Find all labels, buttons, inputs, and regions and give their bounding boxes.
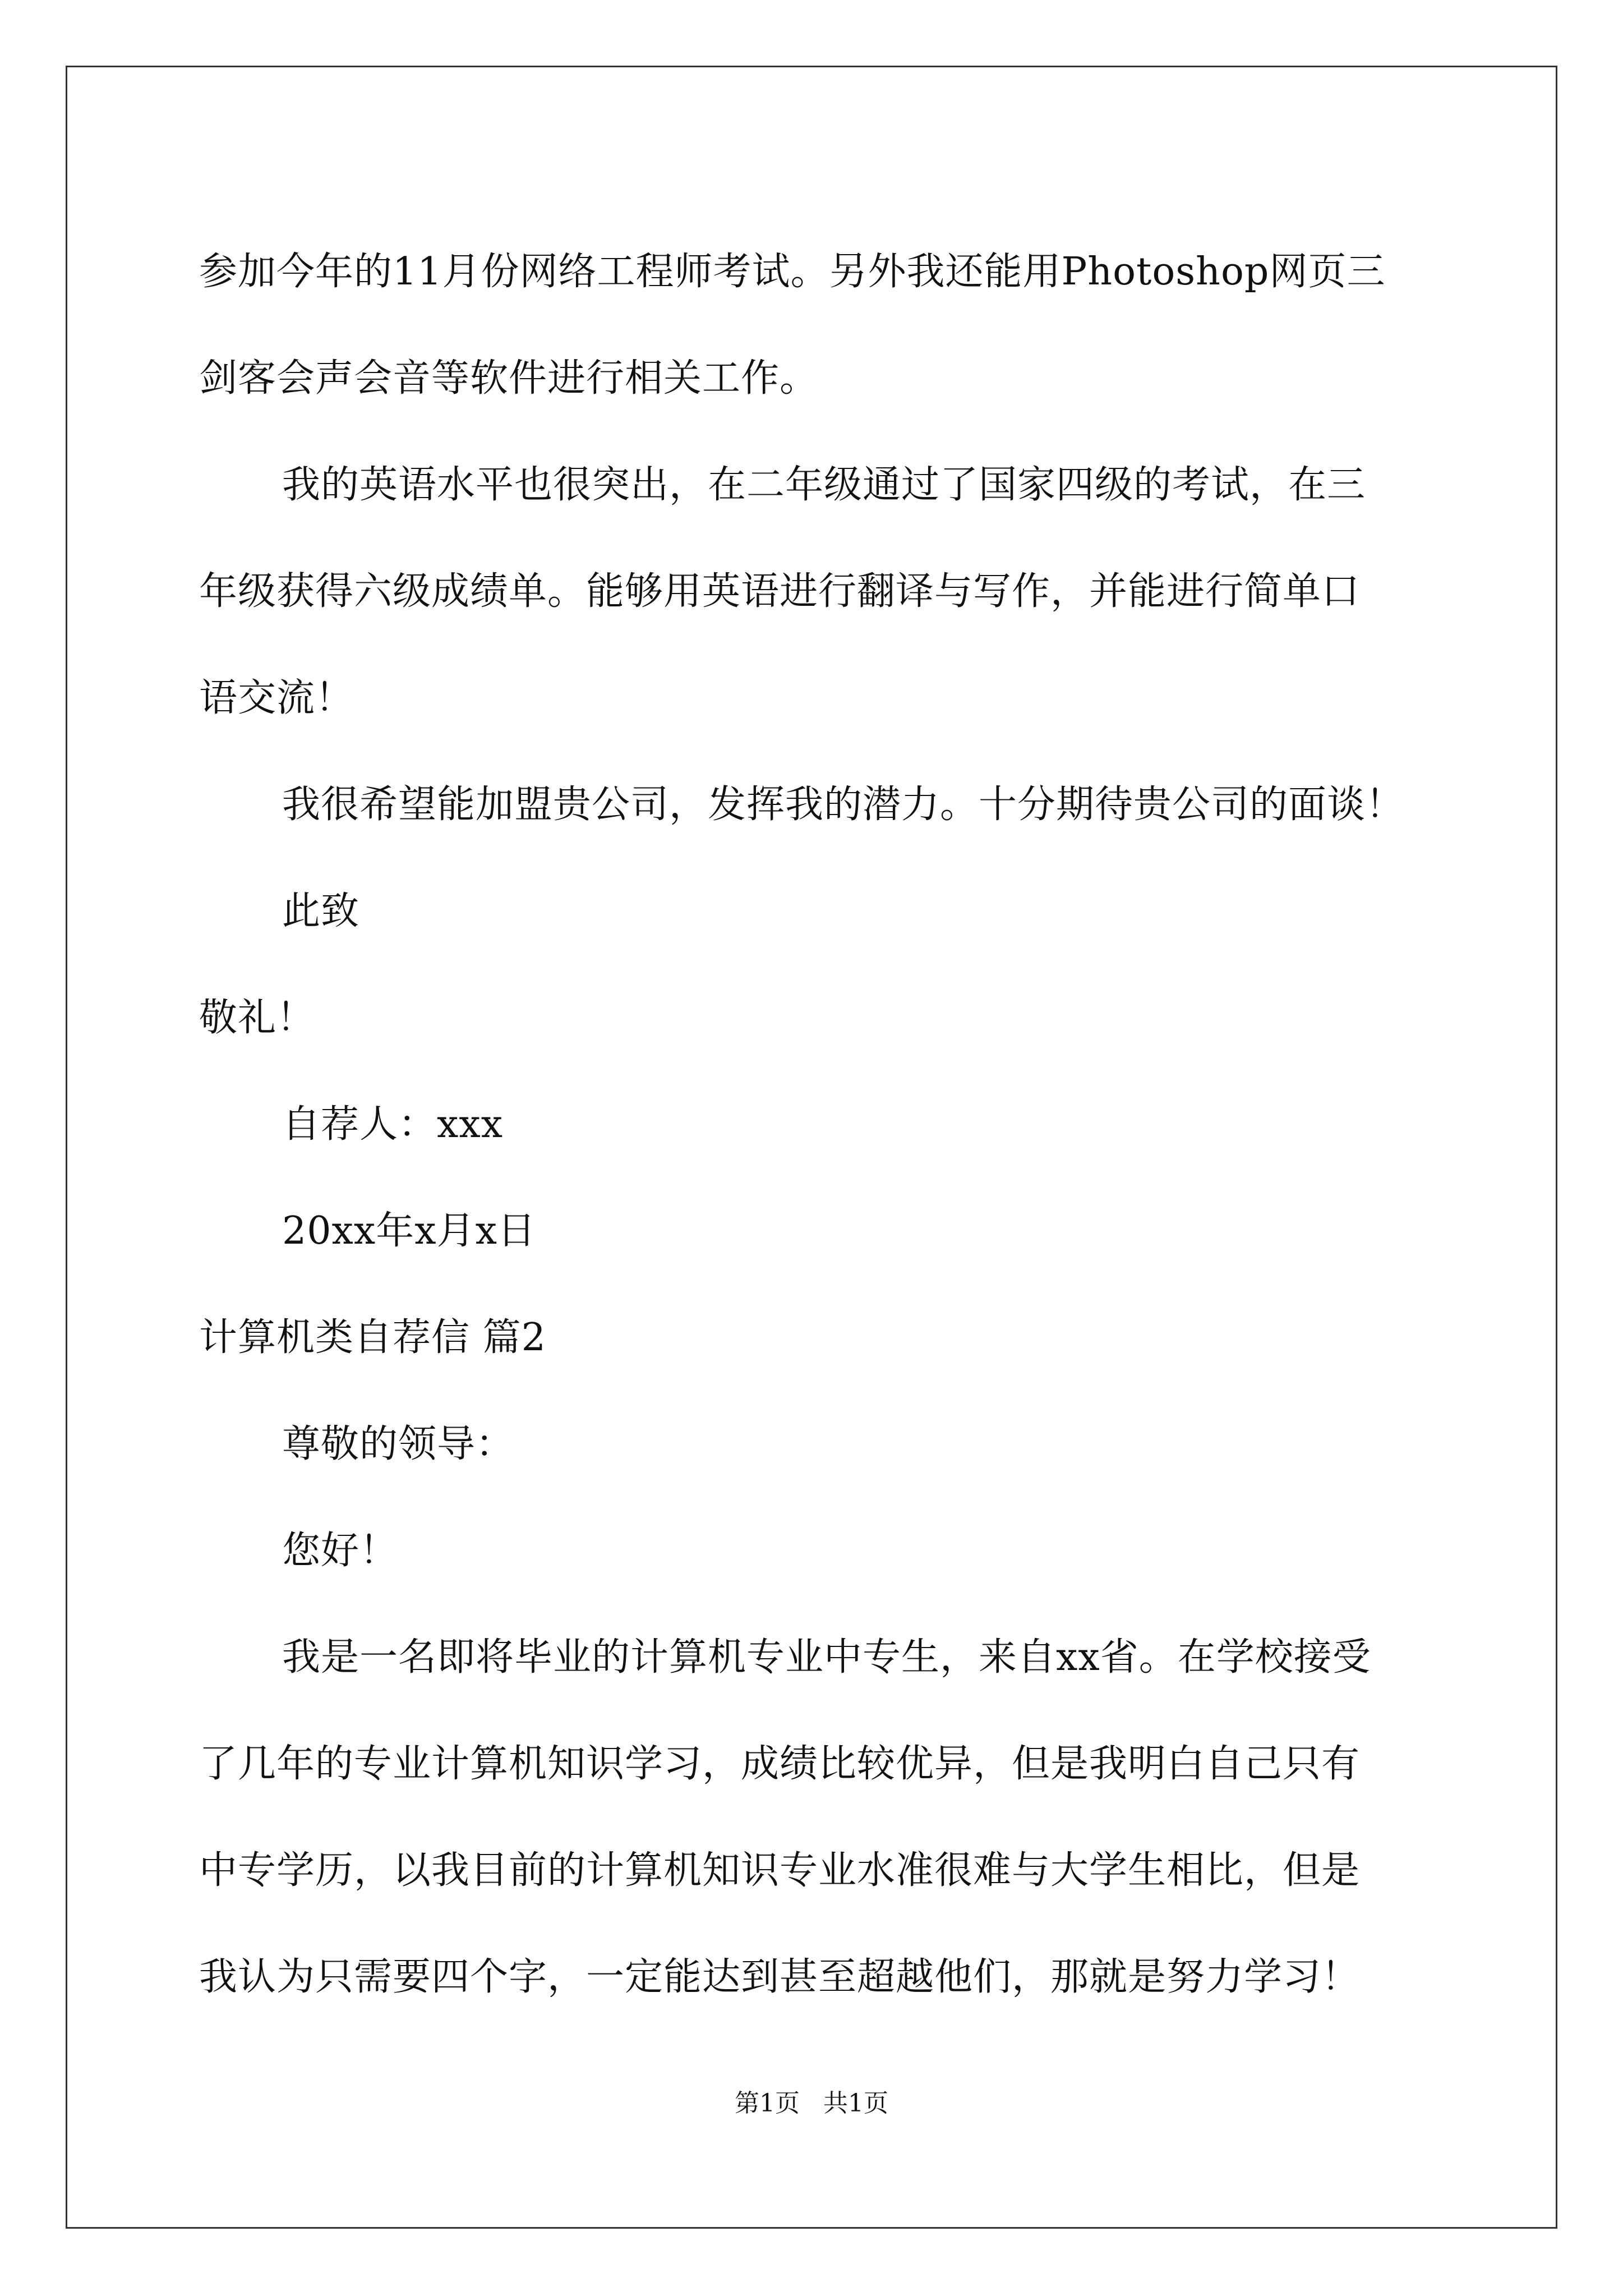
signature-line: 自荐人：xxx <box>282 1102 504 1147</box>
text-line: 我认为只需要四个字，一定能达到甚至超越他们，那就是努力学习！ <box>199 1955 1361 1999</box>
page-footer: 第1页 共1页 <box>735 2089 888 2118</box>
text-line: 中专学历，以我目前的计算机知识专业水准很难与大学生相比，但是 <box>199 1848 1361 1893</box>
text-line: 我很希望能加盟贵公司，发挥我的潜力。十分期待贵公司的面谈！ <box>282 783 1405 827</box>
closing-respect: 敬礼！ <box>199 996 316 1040</box>
greeting-line: 尊敬的领导： <box>282 1422 515 1466</box>
text-line: 剑客会声会音等软件进行相关工作。 <box>199 356 819 401</box>
text-line: 我的英语水平也很突出，在二年级通过了国家四级的考试，在三 <box>282 463 1366 507</box>
date-line: 20xx年x月x日 <box>282 1209 536 1253</box>
text-line: 我是一名即将毕业的计算机专业中专生，来自xx省。在学校接受 <box>282 1635 1371 1680</box>
text-line: 年级获得六级成绩单。能够用英语进行翻译与写作，并能进行简单口 <box>199 569 1361 614</box>
section-heading: 计算机类自荐信 篇2 <box>199 1315 546 1360</box>
text-line: 语交流！ <box>199 676 354 720</box>
text-line: 了几年的专业计算机知识学习，成绩比较优异，但是我明白自己只有 <box>199 1742 1361 1786</box>
closing-salutation: 此致 <box>282 889 360 933</box>
greeting-line: 您好！ <box>282 1529 399 1573</box>
document-body <box>199 219 1450 2031</box>
text-line: 参加今年的11月份网络工程师考试。另外我还能用Photoshop网页三 <box>199 250 1386 294</box>
